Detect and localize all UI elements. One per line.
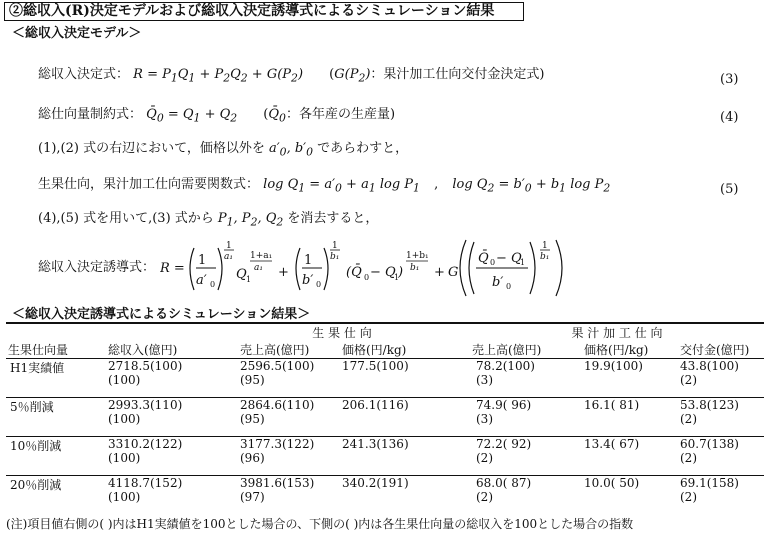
group-fresh: 生 果 仕 向 — [238, 323, 446, 341]
cell-value: 2718.5(100) — [108, 359, 183, 373]
cell-value: 2864.6(110) — [240, 398, 315, 412]
eq3-number: (3) — [720, 72, 739, 87]
cell-share: (96) — [240, 451, 265, 465]
eq3-label: 総収入決定式： — [38, 67, 130, 82]
footnote: (注)項目値右側の( )内はH1実績値を100とした場合の、下側の( )内は各生果仕向量の総収入を100とした場合の指数 — [6, 517, 634, 531]
spacer-cell — [446, 359, 470, 398]
eq4-row — [38, 106, 395, 128]
model-heading: ＜総収入決定モデル＞ — [12, 26, 142, 41]
svg-text:0: 0 — [506, 282, 512, 291]
simulation-table — [6, 322, 764, 514]
group-juice: 果 汁 加 工 仕 向 — [470, 323, 764, 341]
svg-text:+: + — [434, 265, 445, 280]
svg-text:a₁: a₁ — [254, 263, 263, 273]
svg-text:0: 0 — [316, 280, 322, 289]
svg-text:+: + — [278, 265, 289, 280]
cell-share: (100) — [108, 490, 141, 504]
eq5-formula-a: $\log Q_1 = a'_0 + a_1$ $\log P_1$ — [263, 177, 420, 195]
section-title: ②総収入(R)決定モデルおよび総収入決定誘導式によるシミュレーション結果 — [4, 2, 524, 21]
cell-share: (95) — [240, 373, 265, 387]
cell-juice-sales — [470, 359, 582, 398]
eq5-label: 生果仕向，果汁加工仕向需要関数式： — [38, 177, 260, 192]
svg-text:Q̄: Q̄ — [478, 251, 489, 266]
table-row — [6, 437, 764, 476]
text-line-1: (1),(2) 式の右辺において，価格以外を $a'_0$, $b'_0$ であらわすと， — [38, 141, 409, 159]
cell-value: 3310.2(122) — [108, 437, 183, 451]
header-total: 総収入(億円) — [108, 343, 178, 357]
cell-value: 60.7(138) — [680, 437, 739, 451]
table-group-header-row — [6, 323, 764, 341]
svg-text:− Q: − Q — [370, 265, 396, 280]
cell-value: 4118.7(152) — [108, 476, 183, 490]
cell-share: (100) — [108, 373, 141, 387]
cell-share: (2) — [680, 490, 697, 504]
cell-value: 72.2( 92) — [476, 437, 532, 451]
cell-total — [106, 476, 238, 515]
svg-text:a′: a′ — [196, 273, 207, 288]
eq5-formula-b: $\log Q_2 = b'_0 + b_1$ $\log P_2$ — [452, 177, 611, 195]
cell-value: 53.8(123) — [680, 398, 739, 412]
svg-text:b′: b′ — [302, 273, 314, 288]
header-volume: 生果仕向量 — [8, 343, 69, 357]
svg-text:1: 1 — [226, 241, 232, 251]
svg-text:0: 0 — [490, 258, 496, 267]
cell-total — [106, 437, 238, 476]
cell-fresh-price: 206.1(116) — [340, 398, 446, 437]
svg-text:1: 1 — [198, 253, 207, 268]
eq3-formula: $R = P_1Q_1 + P_2Q_2 + G(P_2)$ — [133, 67, 304, 85]
table-row — [6, 476, 764, 515]
eq4-formula: $Q̄_0 = Q_1 + Q_2$ — [146, 107, 238, 125]
cell-share: (2) — [476, 490, 493, 504]
cell-juice-price: 16.1( 81) — [582, 398, 678, 437]
cell-share: (2) — [476, 451, 493, 465]
cell-label: H1実績値 — [6, 359, 106, 398]
eq5-row: 生果仕向，果汁加工仕向需要関数式： $\log Q_1 = a'_0 + a_1$ $\log P_1$ , $\log Q_2 = b'_0 + b_1$ $\log P_2$ — [38, 177, 611, 195]
spacer-cell — [446, 476, 470, 515]
cell-fresh-sales — [238, 437, 340, 476]
cell-value: 3177.3(122) — [240, 437, 315, 451]
cell-value: 69.1(158) — [680, 476, 739, 490]
cell-value: 78.2(100) — [476, 359, 535, 373]
cell-label: 20％削減 — [6, 476, 106, 515]
cell-value: 3981.6(153) — [240, 476, 315, 490]
cell-label: 10％削減 — [6, 437, 106, 476]
cell-juice-price: 19.9(100) — [582, 359, 678, 398]
cell-value: 74.9( 96) — [476, 398, 532, 412]
svg-text:G: G — [448, 265, 459, 280]
cell-fresh-price: 340.2(191) — [340, 476, 446, 515]
svg-text:1: 1 — [542, 241, 548, 251]
spacer-cell — [446, 437, 470, 476]
cell-subsidy — [678, 398, 764, 437]
cell-value: 68.0( 87) — [476, 476, 532, 490]
svg-text:1: 1 — [394, 273, 400, 282]
header-fresh-sales: 売上高(億円) — [240, 343, 310, 357]
induced-formula — [160, 234, 630, 298]
header-subsidy: 交付金(億円) — [680, 343, 750, 357]
table-header-row — [6, 341, 764, 359]
cell-juice-sales — [470, 398, 582, 437]
cell-value: 43.8(100) — [680, 359, 739, 373]
cell-value: 2993.3(110) — [108, 398, 183, 412]
eq6-label: 総収入決定誘導式： — [38, 260, 156, 275]
table-row — [6, 398, 764, 437]
svg-text:1+b₁: 1+b₁ — [406, 251, 429, 261]
cell-share: (3) — [476, 373, 493, 387]
svg-text:b₁: b₁ — [540, 252, 550, 262]
cell-share: (2) — [680, 373, 697, 387]
svg-text:a₁: a₁ — [224, 252, 233, 262]
cell-share: (2) — [680, 451, 697, 465]
cell-share: (97) — [240, 490, 265, 504]
cell-juice-sales — [470, 437, 582, 476]
svg-text:1: 1 — [520, 258, 526, 267]
cell-share: (3) — [476, 412, 493, 426]
svg-text:b′: b′ — [492, 275, 504, 290]
cell-total — [106, 359, 238, 398]
header-juice-price: 価格(円/kg) — [584, 343, 649, 357]
cell-share: (100) — [108, 451, 141, 465]
svg-text:− Q: − Q — [496, 251, 522, 266]
cell-subsidy — [678, 476, 764, 515]
eq4-number: (4) — [720, 110, 739, 125]
svg-text:0: 0 — [364, 273, 370, 282]
spacer-cell — [446, 398, 470, 437]
table-row — [6, 359, 764, 398]
svg-text:1: 1 — [246, 275, 252, 284]
eq4-note: ($Q̄_0$：各年産の生産量) — [263, 107, 396, 125]
table-heading: ＜総収入決定誘導式によるシミュレーション結果＞ — [12, 307, 311, 322]
cell-value: 2596.5(100) — [240, 359, 315, 373]
cell-label: 5％削減 — [6, 398, 106, 437]
cell-fresh-price: 241.3(136) — [340, 437, 446, 476]
cell-fresh-sales — [238, 398, 340, 437]
svg-text:b₁: b₁ — [410, 263, 420, 273]
cell-fresh-sales — [238, 476, 340, 515]
cell-share: (95) — [240, 412, 265, 426]
cell-juice-price: 13.4( 67) — [582, 437, 678, 476]
cell-juice-sales — [470, 476, 582, 515]
svg-text:b₁: b₁ — [330, 252, 340, 262]
eq3-row — [38, 66, 545, 88]
cell-juice-price: 10.0( 50) — [582, 476, 678, 515]
svg-text:(Q̄: (Q̄ — [346, 265, 362, 280]
header-fresh-price: 価格(円/kg) — [342, 343, 407, 357]
svg-text:R =: R = — [160, 261, 185, 276]
eq3-note: ($G(P_2)$：果汁加工仕向交付金決定式) — [329, 67, 545, 85]
cell-total — [106, 398, 238, 437]
header-juice-sales: 売上高(億円) — [472, 343, 542, 357]
eq4-label: 総仕向量制約式： — [38, 107, 143, 122]
cell-share: (2) — [680, 412, 697, 426]
text-line-2: (4),(5) 式を用いて,(3) 式から $P_1$, $P_2$, $Q_2$ を消去すると， — [38, 211, 379, 229]
svg-text:): ) — [398, 265, 404, 280]
svg-text:1: 1 — [304, 253, 313, 268]
cell-subsidy — [678, 359, 764, 398]
cell-fresh-sales — [238, 359, 340, 398]
svg-text:0: 0 — [210, 280, 216, 289]
cell-share: (100) — [108, 412, 141, 426]
eq5-number: (5) — [720, 182, 739, 197]
svg-text:1+a₁: 1+a₁ — [250, 251, 273, 261]
svg-text:Q: Q — [236, 267, 247, 282]
cell-subsidy — [678, 437, 764, 476]
svg-text:1: 1 — [332, 241, 338, 251]
cell-fresh-price: 177.5(100) — [340, 359, 446, 398]
